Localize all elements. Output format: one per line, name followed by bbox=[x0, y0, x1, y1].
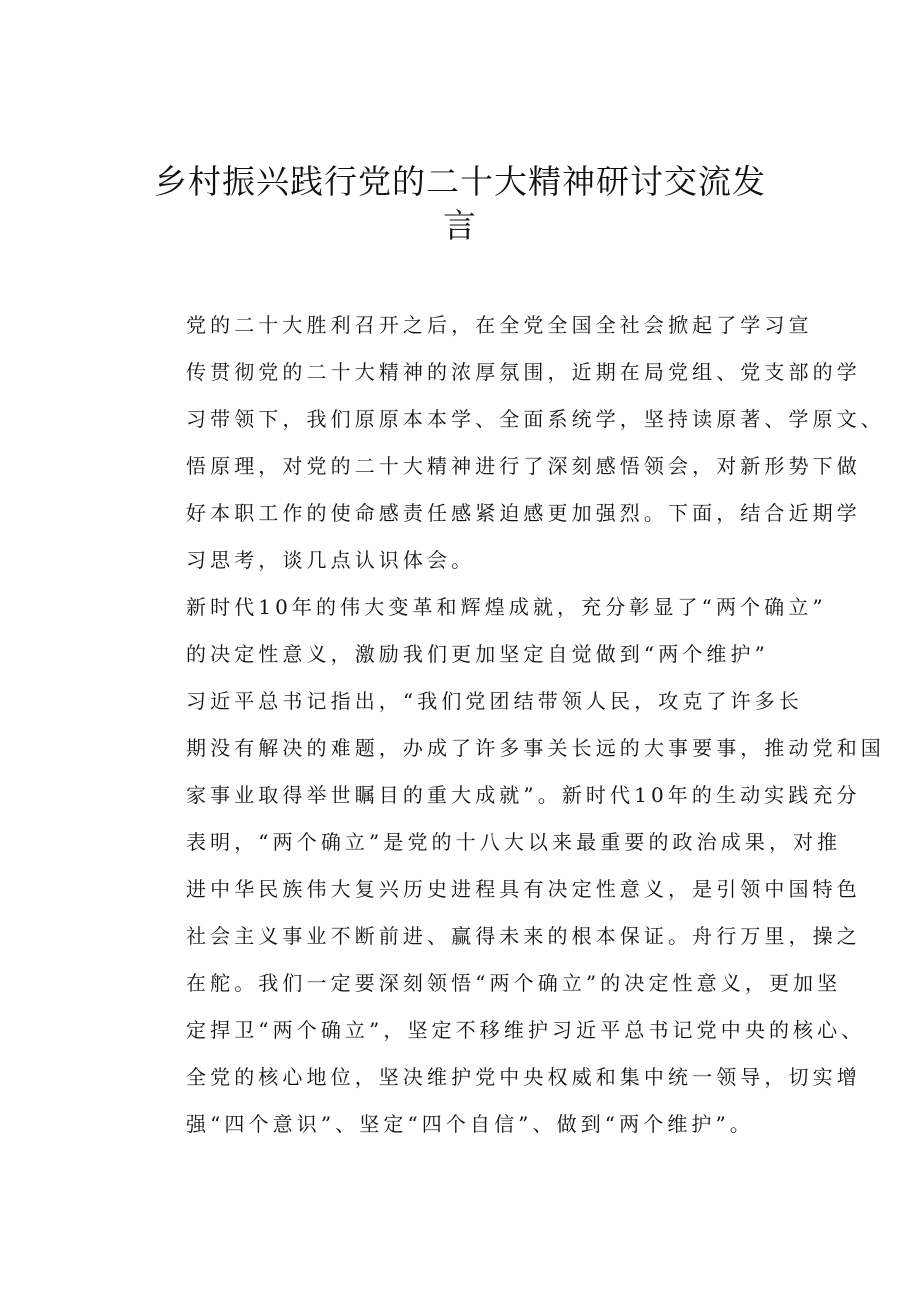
title-line: 言 bbox=[443, 206, 477, 245]
text-line: 全党的核心地位，坚决维护党中央权威和集中统一领导，切实增 bbox=[186, 1065, 861, 1089]
text-line: 习带领下，我们原原本本学、全面系统学，坚持读原著、学原文、 bbox=[186, 407, 885, 431]
text-line: 党的二十大胜利召开之后，在全党全国全社会掀起了学习宣 bbox=[186, 313, 813, 337]
text-line: 定捍卫“两个确立”，坚定不移维护习近平总书记党中央的核心、 bbox=[186, 1018, 866, 1042]
text-line: 社会主义事业不断前进、赢得未来的根本保证。舟行万里，操之 bbox=[186, 924, 861, 948]
text-line: 在舵。我们一定要深刻领悟“两个确立”的决定性意义，更加坚 bbox=[186, 971, 842, 995]
document-title bbox=[140, 160, 780, 248]
text-line: 传贯彻党的二十大精神的浓厚氛围，近期在局党组、党支部的学 bbox=[186, 360, 861, 384]
text-line: 的决定性意义，激励我们更加坚定自觉做到“两个维护” bbox=[186, 642, 769, 666]
text-line: 期没有解决的难题，办成了许多事关长远的大事要事，推动党和国 bbox=[186, 736, 885, 760]
text-line: 新时代10年的伟大变革和辉煌成就，充分彰显了“两个确立” bbox=[186, 595, 827, 619]
text-line: 习思考，谈几点认识体会。 bbox=[186, 548, 476, 572]
paragraph-intro bbox=[138, 302, 885, 584]
text-line: 进中华民族伟大复兴历史进程具有决定性意义，是引领中国特色 bbox=[186, 877, 861, 901]
text-line: 好本职工作的使命感责任感紧迫感更加强烈。下面，结合近期学 bbox=[186, 501, 861, 525]
paragraph-body bbox=[138, 678, 885, 1148]
text-line: 悟原理，对党的二十大精神进行了深刻感悟领会，对新形势下做 bbox=[186, 454, 861, 478]
text-line: 习近平总书记指出，“我们党团结带领人民，攻克了许多长 bbox=[186, 689, 803, 713]
document-body bbox=[138, 302, 885, 1148]
paragraph-section-heading bbox=[138, 584, 827, 678]
text-line: 强“四个意识”、坚定“四个自信”、做到“两个维护”。 bbox=[186, 1112, 754, 1136]
title-line: 乡村振兴践行党的二十大精神研讨交流发 bbox=[154, 162, 766, 201]
text-line: 表明，“两个确立”是党的十八大以来最重要的政治成果，对推 bbox=[186, 830, 842, 854]
text-line: 家事业取得举世瞩目的重大成就”。新时代10年的生动实践充分 bbox=[186, 783, 861, 807]
